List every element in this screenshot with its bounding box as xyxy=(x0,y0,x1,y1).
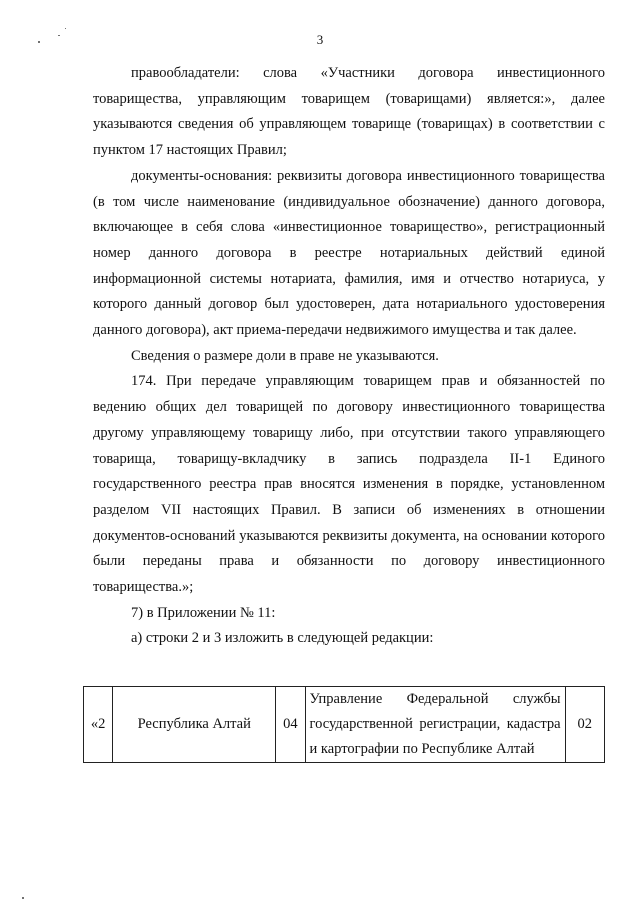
paragraph-share-note: Сведения о размере доли в праве не указываются. xyxy=(131,347,439,364)
region-code-cell: 04 xyxy=(276,687,305,763)
scan-speck xyxy=(58,35,60,36)
scan-speck xyxy=(38,41,40,43)
paragraph-rows-instruction: а) строки 2 и 3 изложить в следующей редакции: xyxy=(131,630,434,647)
scan-speck xyxy=(22,897,24,899)
registry-table xyxy=(83,686,605,763)
scan-speck xyxy=(65,28,66,29)
paragraph-appendix-11: 7) в Приложении № 11: xyxy=(131,604,276,621)
paragraph-rightholders: правообладатели: слова «Участники договора инвестиционного товарищества, управляющим товарищем (товарищами) является:», далее указываются сведения об управляющем товарище (товарищах) в соответствии с пунктом 17 настоящих Правил; xyxy=(93,65,605,159)
page-number: 3 xyxy=(316,32,324,47)
authority-cell: Управление Федеральной службы государственной регистрации, кадастра и картографии по Республике Алтай xyxy=(305,687,565,763)
row-number-cell: «2 xyxy=(84,687,113,763)
paragraph-174: 174. При передаче управляющим товарищем прав и обязанностей по ведению общих дел товарищей по договору инвестиционного товарищества другому управляющему товарищу либо, при отсутствии такого управляющего товарища, товарищу-вкладчику в запись подраздела II-1 Единого государственного реестра прав вносятся изменения в порядке, установленном разделом VII настоящих Правил. В записи об изменениях в отношении документов-оснований указываются реквизиты документа, на основании которого были переданы права и обязанности по договору инвестиционного товарищества.»; xyxy=(93,373,605,596)
document-body xyxy=(93,61,605,652)
region-cell: Республика Алтай xyxy=(113,687,276,763)
office-code-cell: 02 xyxy=(565,687,604,763)
paragraph-basis-documents: документы-основания: реквизиты договора инвестиционного товарищества (в том числе наименование (индивидуальное обозначение) данного договора, включающее в себя слова «инвестиционное товарищество», регистрационный номер данного договора в реестре нотариальных действий единой информационной системы нотариата, фамилия, имя и отчество нотариуса, у которого данный договор был удостоверен, дата нотариального удостоверения данного договора), акт приема-передачи недвижимого имущества и так далее. xyxy=(93,167,605,339)
table-row xyxy=(84,687,605,763)
